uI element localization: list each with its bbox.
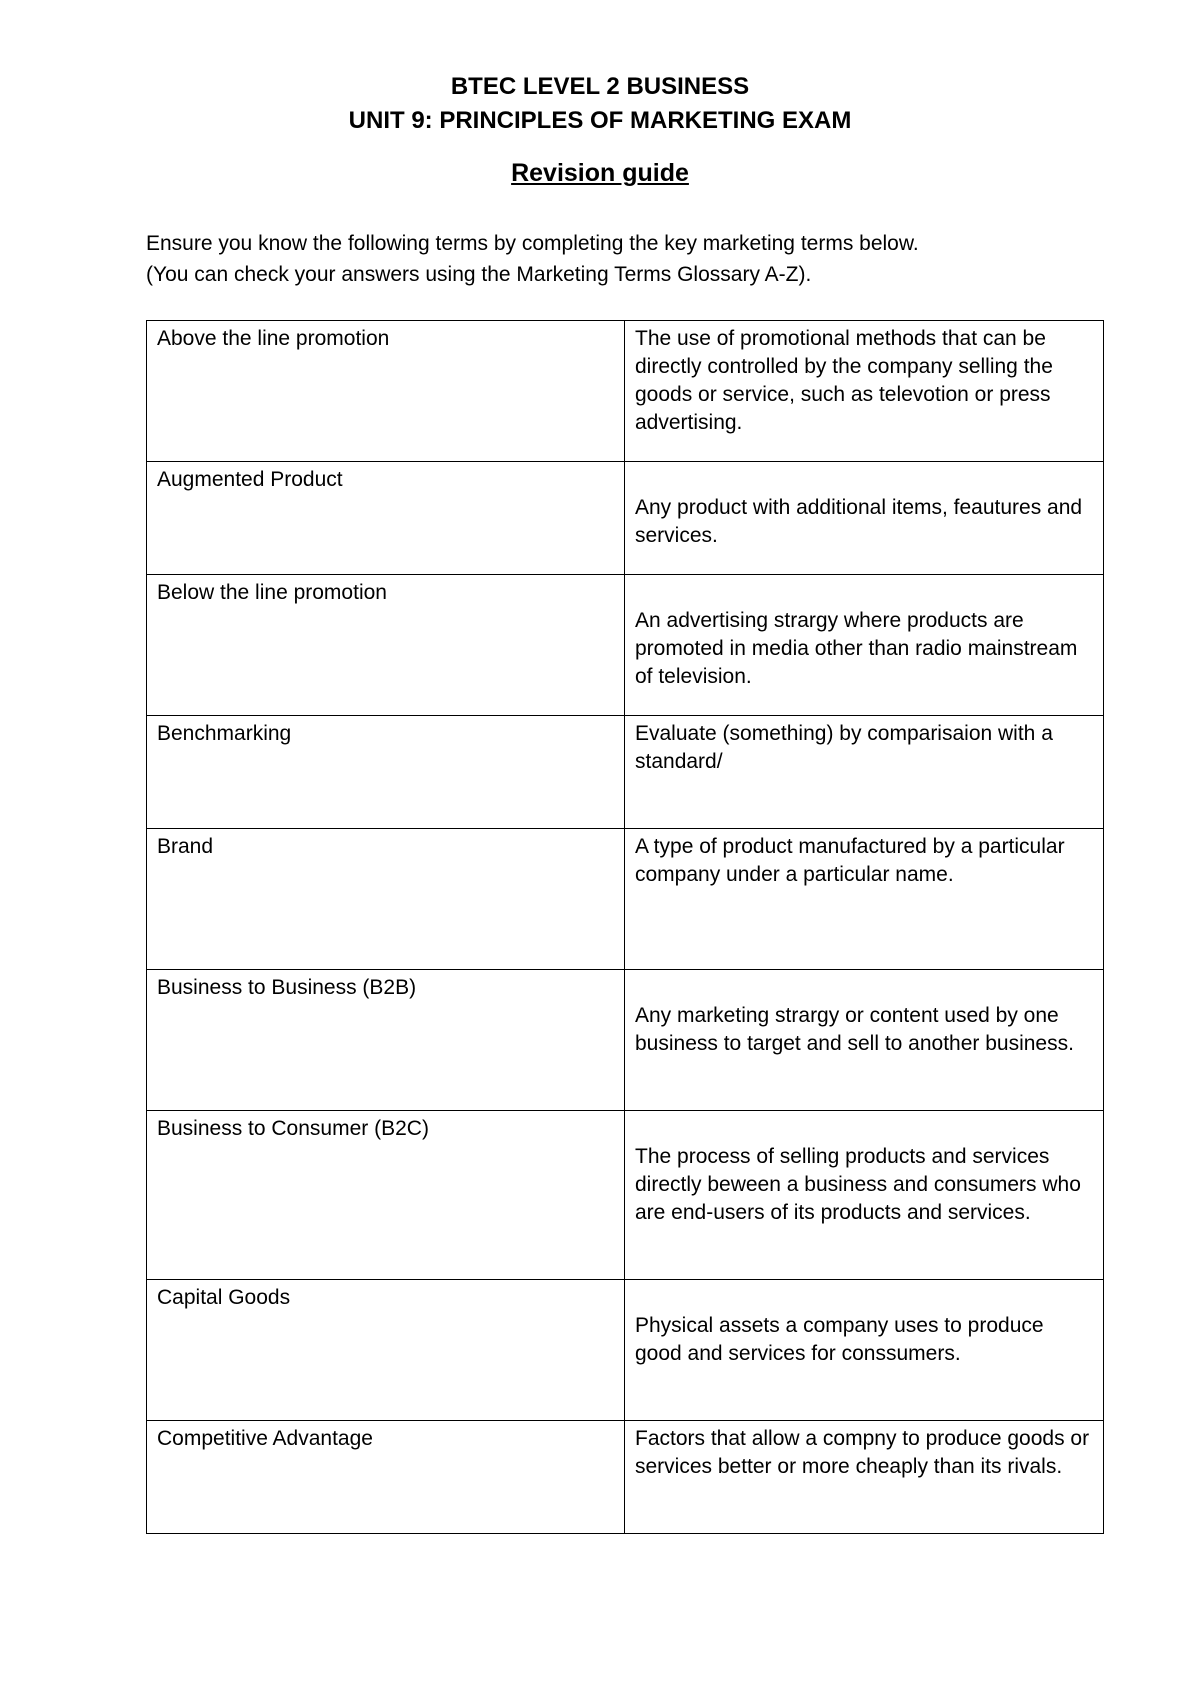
document-header: [0, 70, 1200, 190]
definition-cell: Any product with additional items, feautures and services.: [625, 462, 1104, 575]
table-row: [147, 1111, 1104, 1280]
definition-cell: A type of product manufactured by a particular company under a particular name.: [625, 829, 1104, 970]
term-cell: Augmented Product: [147, 462, 625, 575]
table-row: [147, 716, 1104, 829]
revision-guide-heading: Revision guide: [511, 159, 689, 187]
table-row: [147, 1421, 1104, 1534]
definition-cell: Evaluate (something) by comparisaion with a standard/: [625, 716, 1104, 829]
instructions-line-1: Ensure you know the following terms by completing the key marketing terms below.: [146, 232, 919, 255]
term-cell: Business to Business (B2B): [147, 970, 625, 1111]
course-title: BTEC LEVEL 2 BUSINESS: [450, 73, 750, 100]
instructions-line-2: (You can check your answers using the Marketing Terms Glossary A-Z).: [146, 263, 812, 286]
term-cell: Above the line promotion: [147, 321, 625, 462]
term-cell: Brand: [147, 829, 625, 970]
term-cell: Capital Goods: [147, 1280, 625, 1421]
definition-cell: Any marketing strargy or content used by one business to target and sell to another business.: [625, 970, 1104, 1111]
instructions: [146, 228, 1106, 290]
table-row: [147, 462, 1104, 575]
table-row: [147, 321, 1104, 462]
table-row: [147, 575, 1104, 716]
definition-cell: The use of promotional methods that can be directly controlled by the company selling the goods or service, such as televotion or press advertising.: [625, 321, 1104, 462]
table-row: [147, 829, 1104, 970]
table-row: [147, 1280, 1104, 1421]
term-cell: Benchmarking: [147, 716, 625, 829]
definition-cell: Factors that allow a compny to produce goods or services better or more cheaply than its rivals.: [625, 1421, 1104, 1534]
unit-title: UNIT 9: PRINCIPLES OF MARKETING EXAM: [348, 107, 852, 134]
table-row: [147, 970, 1104, 1111]
term-cell: Below the line promotion: [147, 575, 625, 716]
definition-cell: An advertising strargy where products are promoted in media other than radio mainstream of television.: [625, 575, 1104, 716]
term-cell: Business to Consumer (B2C): [147, 1111, 625, 1280]
definition-cell: The process of selling products and services directly beween a business and consumers who are end-users of its products and services.: [625, 1111, 1104, 1280]
term-cell: Competitive Advantage: [147, 1421, 625, 1534]
terms-table: [146, 320, 1104, 1534]
definition-cell: Physical assets a company uses to produce good and services for conssumers.: [625, 1280, 1104, 1421]
